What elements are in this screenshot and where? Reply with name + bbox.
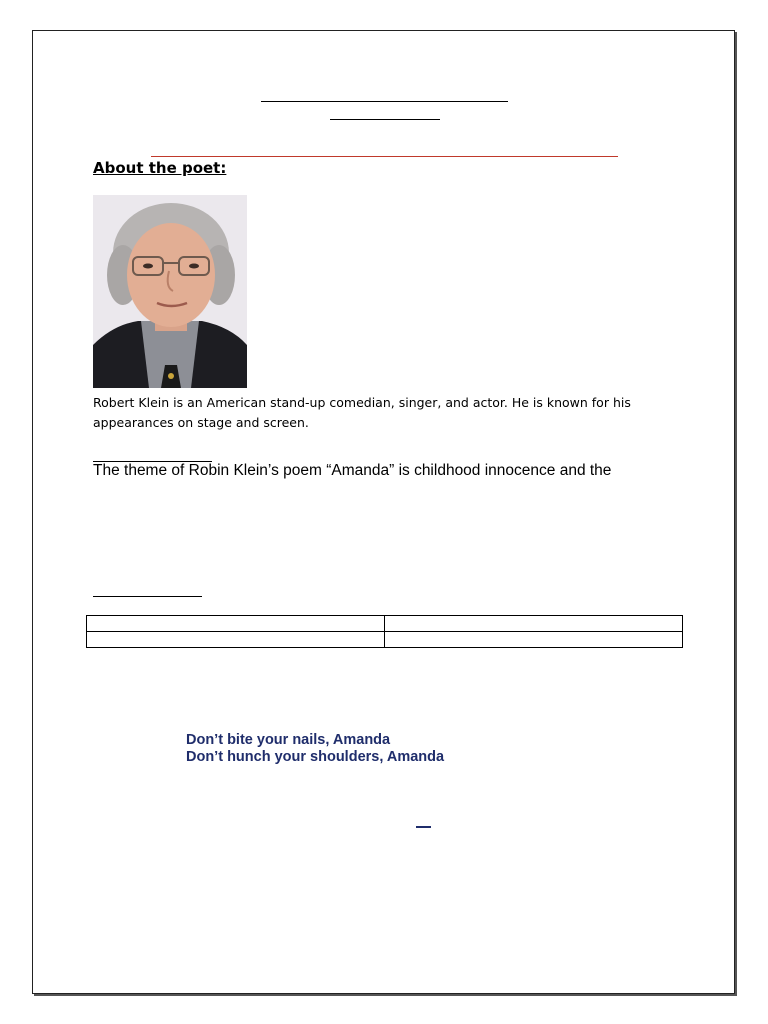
- table-cell: [385, 616, 683, 632]
- title-blank-line: [261, 101, 508, 102]
- theme-sentence: The theme of Robin Klein’s poem “Amanda” is childhood innocence and the: [93, 462, 612, 479]
- poet-photo: [93, 195, 247, 388]
- table-cell: [385, 632, 683, 648]
- red-underline: [151, 156, 618, 157]
- table-row: [87, 632, 683, 648]
- poet-bio: Robert Klein is an American stand-up comedian, singer, and actor. He is known for his appearances on stage and screen.: [93, 395, 631, 430]
- section-blank-line: [93, 596, 202, 597]
- table-row: [87, 616, 683, 632]
- table-cell: [87, 616, 385, 632]
- document-page: [32, 30, 735, 994]
- poem-line: Don’t bite your nails, Amanda: [186, 732, 391, 748]
- about-poet-heading: About the poet:: [93, 159, 227, 177]
- poem-excerpt: [186, 732, 444, 766]
- blank-table: [86, 615, 683, 648]
- subtitle-blank-line: [330, 119, 440, 120]
- dash-mark: [416, 826, 431, 828]
- table-cell: [87, 632, 385, 648]
- poem-line: Don’t hunch your shoulders, Amanda: [186, 749, 445, 765]
